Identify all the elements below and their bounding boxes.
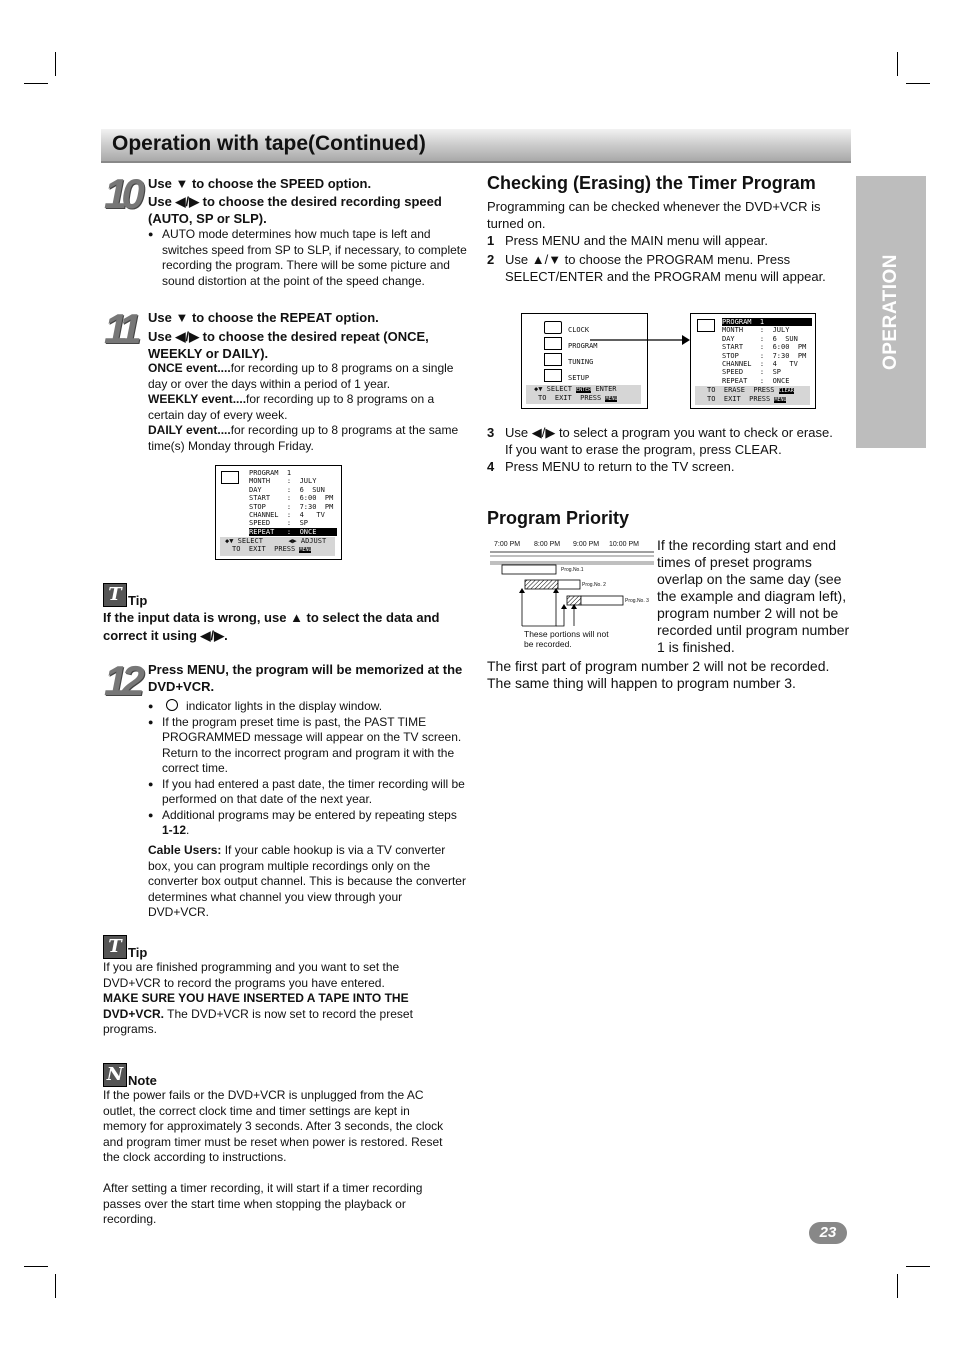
osd-repeat-lines [249, 469, 337, 536]
note-icon: N [103, 1063, 127, 1087]
osd-program-lines [722, 318, 812, 385]
note-text1: If the power fails or the DVD+VCR is unplugged from the AC outlet, the correct clock time and timer settings are kept in memory for approximately 3 seconds. After 3 seconds, the clock and program timer must be reset when power is restored. Reset the clock according to instructions. [103, 1088, 444, 1164]
menu-key: MENU [774, 397, 787, 404]
osd-program-screen [690, 313, 816, 409]
checking-title: Checking (Erasing) the Timer Program [487, 173, 816, 193]
step11-line1: Use ▼ to choose the REPEAT option. [148, 310, 379, 325]
program-icon [221, 471, 239, 484]
step10-line2: Use ◀/▶ to choose the desired recording speed (AUTO, SP or SLP). [148, 194, 442, 226]
weekly-label: WEEKLY event.... [148, 392, 247, 406]
osd-line: START : 6:00 PM [249, 494, 334, 503]
setup-icon [544, 369, 562, 382]
side-tab [856, 176, 926, 448]
prog-label: Prog.No. 2 [582, 582, 606, 588]
tip1-text: If the input data is wrong, use ▲ to select the data and correct it using ◀/▶. [103, 610, 440, 643]
checking-step: Press MENU to return to the TV screen. [505, 459, 735, 474]
menu-item: CLOCK [568, 326, 590, 334]
menu-item: PROGRAM [568, 342, 598, 350]
priority-after-text: The first part of program number 2 will not be recorded. The same thing will happen to program number 3. [487, 658, 830, 691]
osd-footer [220, 537, 335, 556]
list-item-text: indicator lights in the display window. [186, 699, 383, 713]
osd-line: MONTH : JULY [249, 477, 317, 486]
crop-mark [906, 1266, 930, 1267]
clock-icon [544, 321, 562, 334]
tip2-bold: MAKE SURE YOU HAVE INSERTED A TAPE INTO THE DVD+VCR. [103, 991, 409, 1021]
osd-line: CHANNEL : 4 TV [249, 511, 325, 520]
osd-main-menu [521, 313, 648, 409]
osd-line: STOP : 7:30 PM [249, 502, 334, 511]
step-num: 3 [487, 425, 495, 440]
tip2-text2: The DVD+VCR is now set to record the preset programs. [103, 1006, 413, 1036]
osd-line: DAY : 6 SUN [249, 485, 325, 494]
osd-line: STOP : 7:30 PM [722, 351, 807, 360]
osd-footer-enter: ENTER [595, 385, 617, 393]
checking-step: Press MENU and the MAIN menu will appear. [505, 233, 768, 248]
tip-icon: T [103, 935, 127, 959]
daily-label: DAILY event.... [148, 423, 231, 437]
osd-footer-select: ◆▼ SELECT [225, 537, 263, 545]
list-item: ● If you had entered a past date, the timer recording will be performed on that date of the next year. [148, 777, 468, 808]
clear-key: CLEAR [778, 388, 794, 394]
section-header [101, 129, 851, 163]
osd-line: SPEED : SP [249, 519, 309, 528]
time-label: 10:00 PM [609, 541, 639, 548]
once-text: for recording up to 8 programs on a single day or over the days within a period of 1 year. [148, 361, 454, 391]
osd-highlight-line: REPEAT : ONCE [249, 528, 337, 536]
once-label: ONCE event.... [148, 361, 231, 375]
menu-key: MENU [605, 396, 618, 403]
osd-footer [695, 386, 810, 405]
note-label: Note [128, 1073, 157, 1088]
step10-line1: Use ▼ to choose the SPEED option. [148, 176, 372, 191]
step-number: 11 [104, 305, 136, 352]
tip1-label: Tip [128, 593, 148, 608]
diagram-caption: These portions will not be recorded. [524, 629, 609, 649]
daily-text: for recording up to 8 programs at the same time(s) Monday through Friday. [148, 423, 459, 453]
crop-mark [24, 1266, 48, 1267]
step-num: 1 [487, 233, 495, 248]
crop-mark [897, 52, 898, 76]
step12-line1: Press MENU, the program will be memorized at the DVD+VCR. [148, 662, 463, 694]
note-text2: After setting a timer recording, it will start if a timer recording passes over the start time when stopping the playback or recording. [103, 1181, 423, 1226]
cable-users-text [148, 843, 466, 921]
osd-line: MONTH : JULY [722, 326, 790, 335]
list-item [148, 808, 468, 839]
osd-line: CHANNEL : 4 TV [722, 360, 798, 369]
enter-key: ENTER [576, 387, 592, 393]
step-num: 2 [487, 252, 495, 267]
checking-body [487, 198, 849, 285]
list-item-bold: 1-12 [162, 823, 187, 837]
osd-footer-exit: TO EXIT PRESS [707, 395, 771, 404]
menu-item: SETUP [568, 374, 590, 382]
page-title: Operation with tape(Continued) [112, 132, 426, 155]
osd-footer-adjust: ◀▶ ADJUST [288, 537, 327, 545]
arrow-right-icon [590, 333, 690, 347]
time-label: 9:00 PM [573, 541, 600, 548]
step11-line2: Use ◀/▶ to choose the desired repeat (ONCE, WEEKLY or DAILY). [148, 329, 429, 361]
list-item: ● If the program preset time is past, the PAST TIME PROGRAMMED message will appear on the TV screen. Return to the incorrect program and program it with the correct time. [148, 715, 468, 777]
list-item-text: . [186, 823, 190, 837]
checking-step: Use ▲/▼ to choose the PROGRAM menu. Press SELECT/ENTER and the PROGRAM menu will appear. [505, 252, 826, 284]
repeat-descriptions [148, 361, 468, 454]
crop-mark [906, 83, 930, 84]
list-item-text: Additional programs may be entered by repeating steps [162, 807, 457, 822]
crop-mark [24, 83, 48, 84]
step11-instructions [148, 309, 470, 362]
time-label: 7:00 PM [494, 541, 521, 548]
tip-icon: T [103, 583, 127, 607]
timer-indicator-icon [166, 699, 178, 711]
list-item: ● AUTO mode determines how much tape is left and switches speed from SP to SLP, if necessary, to complete recording the program. There will be some picture and sound distortion at the point of the speed change. [148, 227, 468, 289]
step-number: 12 [104, 657, 139, 704]
time-label: 8:00 PM [534, 541, 561, 548]
step-number: 10 [104, 170, 139, 217]
priority-side-text: If the recording start and end times of preset programs overlap on the same day (see the example and diagram left), program number 2 will not be recorded until program number 1 is finished. [657, 537, 850, 655]
list-item [148, 699, 468, 715]
crop-mark [55, 1274, 56, 1298]
osd-main-items [568, 322, 598, 386]
checking-step: Use ◀/▶ to select a program you want to check or erase. If you want to erase the program, press CLEAR. [505, 425, 833, 457]
osd-line: START : 6:00 PM [722, 343, 807, 352]
menu-item: TUNING [568, 358, 594, 366]
osd-line: DAY : 6 SUN [722, 334, 798, 343]
osd-line: PROGRAM 1 [249, 469, 292, 477]
osd-footer-exit: TO EXIT PRESS [538, 394, 602, 403]
osd-footer-exit: TO EXIT PRESS [232, 545, 296, 554]
prog-label: Prog.No.1 [561, 567, 584, 573]
osd-line: REPEAT : ONCE [722, 376, 790, 385]
checking-steps-continued [487, 424, 849, 475]
tuning-icon [544, 353, 562, 366]
step12-bullets [148, 699, 468, 839]
menu-key: MENU [299, 547, 312, 554]
page-number: 23 [809, 1222, 847, 1244]
tip2-text [103, 960, 448, 1038]
step10-bullets [148, 227, 468, 289]
prog-label: Prog.No. 3 [625, 598, 649, 604]
osd-footer [526, 385, 641, 404]
weekly-text: for recording up to 8 programs on a certain day of every week. [148, 392, 435, 422]
cable-users-body: If your cable hookup is via a TV converter box, you can program multiple recordings only on the converter box output channel. This is because the converter determines what channel you view through your DVD+VCR. [148, 843, 466, 919]
step10-instructions [148, 175, 470, 227]
cable-users-label: Cable Users: [148, 843, 222, 857]
tip2-label: Tip [128, 945, 148, 960]
crop-mark [897, 1274, 898, 1298]
priority-diagram [488, 538, 656, 656]
osd-footer-erase: TO ERASE PRESS [707, 386, 775, 394]
osd-footer-select: ◆▼ SELECT [534, 385, 572, 393]
osd-line: SPEED : SP [722, 368, 782, 377]
osd-highlight-line: PROGRAM 1 [722, 318, 812, 326]
tip2-text1: If you are finished programming and you want to set the DVD+VCR to record the programs you have entered. [103, 960, 400, 990]
crop-mark [55, 52, 56, 76]
checking-intro: Programming can be checked whenever the DVD+VCR is turned on. [487, 199, 821, 231]
step-num: 4 [487, 459, 495, 474]
osd-repeat-screen [215, 465, 342, 560]
program-icon [697, 319, 715, 332]
program-icon [544, 337, 562, 350]
note-text [103, 1088, 453, 1228]
side-tab-label: OPERATION [880, 253, 901, 371]
priority-title: Program Priority [487, 508, 630, 528]
